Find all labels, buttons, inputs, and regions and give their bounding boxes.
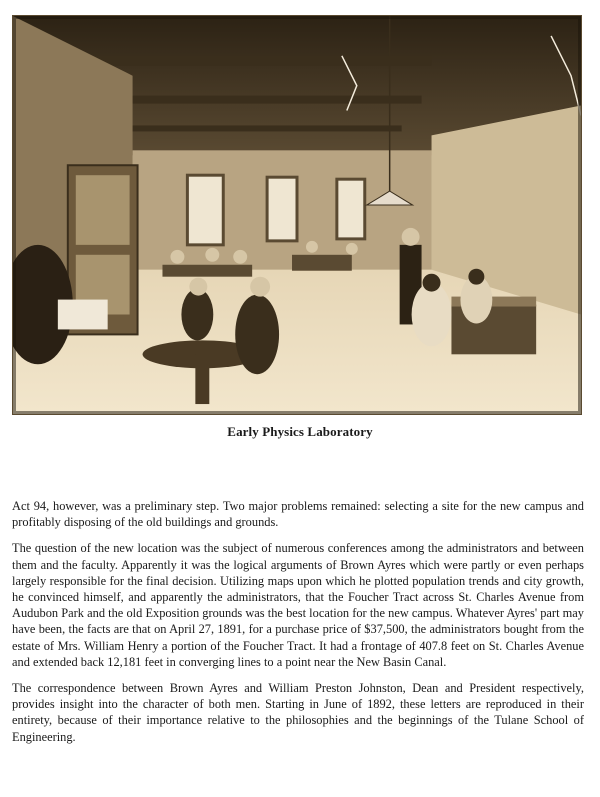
photo-caption: Early Physics Laboratory [227, 424, 373, 439]
body-text [12, 498, 584, 755]
paragraph-3: The correspondence between Brown Ayres and William Preston Johnston, Dean and President respectively, provides insight into the character of both men. Starting in June of 1892, these letters are reproduced in their entirety, because of their importance relative to the philosophies and the beginnings of the Tulane School of Engineering. [12, 681, 584, 744]
paragraph-2: The question of the new location was the subject of numerous conferences among the administrators and between them and the faculty. Apparently it was the logical arguments of Brown Ayres which were partly or even perhaps largely responsible for the final decision. Utilizing maps upon which he plotted population trends and city growth, he convinced himself, and apparently the administrators, that the Foucher Tract across St. Charles Avenue from Audubon Park and the old Exposition grounds was the best location for the new campus. Whatever Ayres' part may have been, the facts are that on April 27, 1891, for a purchase price of $37,500, the administrators bought from the estate of Mrs. William Henry a portion of the Foucher Tract. It had a frontage of 407.8 feet on St. Charles Avenue and extended back 12,181 feet in converging lines to a point near the New Basin Canal. [12, 541, 584, 669]
laboratory-photo-illustration [13, 16, 581, 414]
paragraph-1: Act 94, however, was a preliminary step. Two major problems remained: selecting a site for the new campus and profitably disposing of the old buildings and grounds. [12, 499, 584, 530]
laboratory-photo [12, 15, 582, 415]
